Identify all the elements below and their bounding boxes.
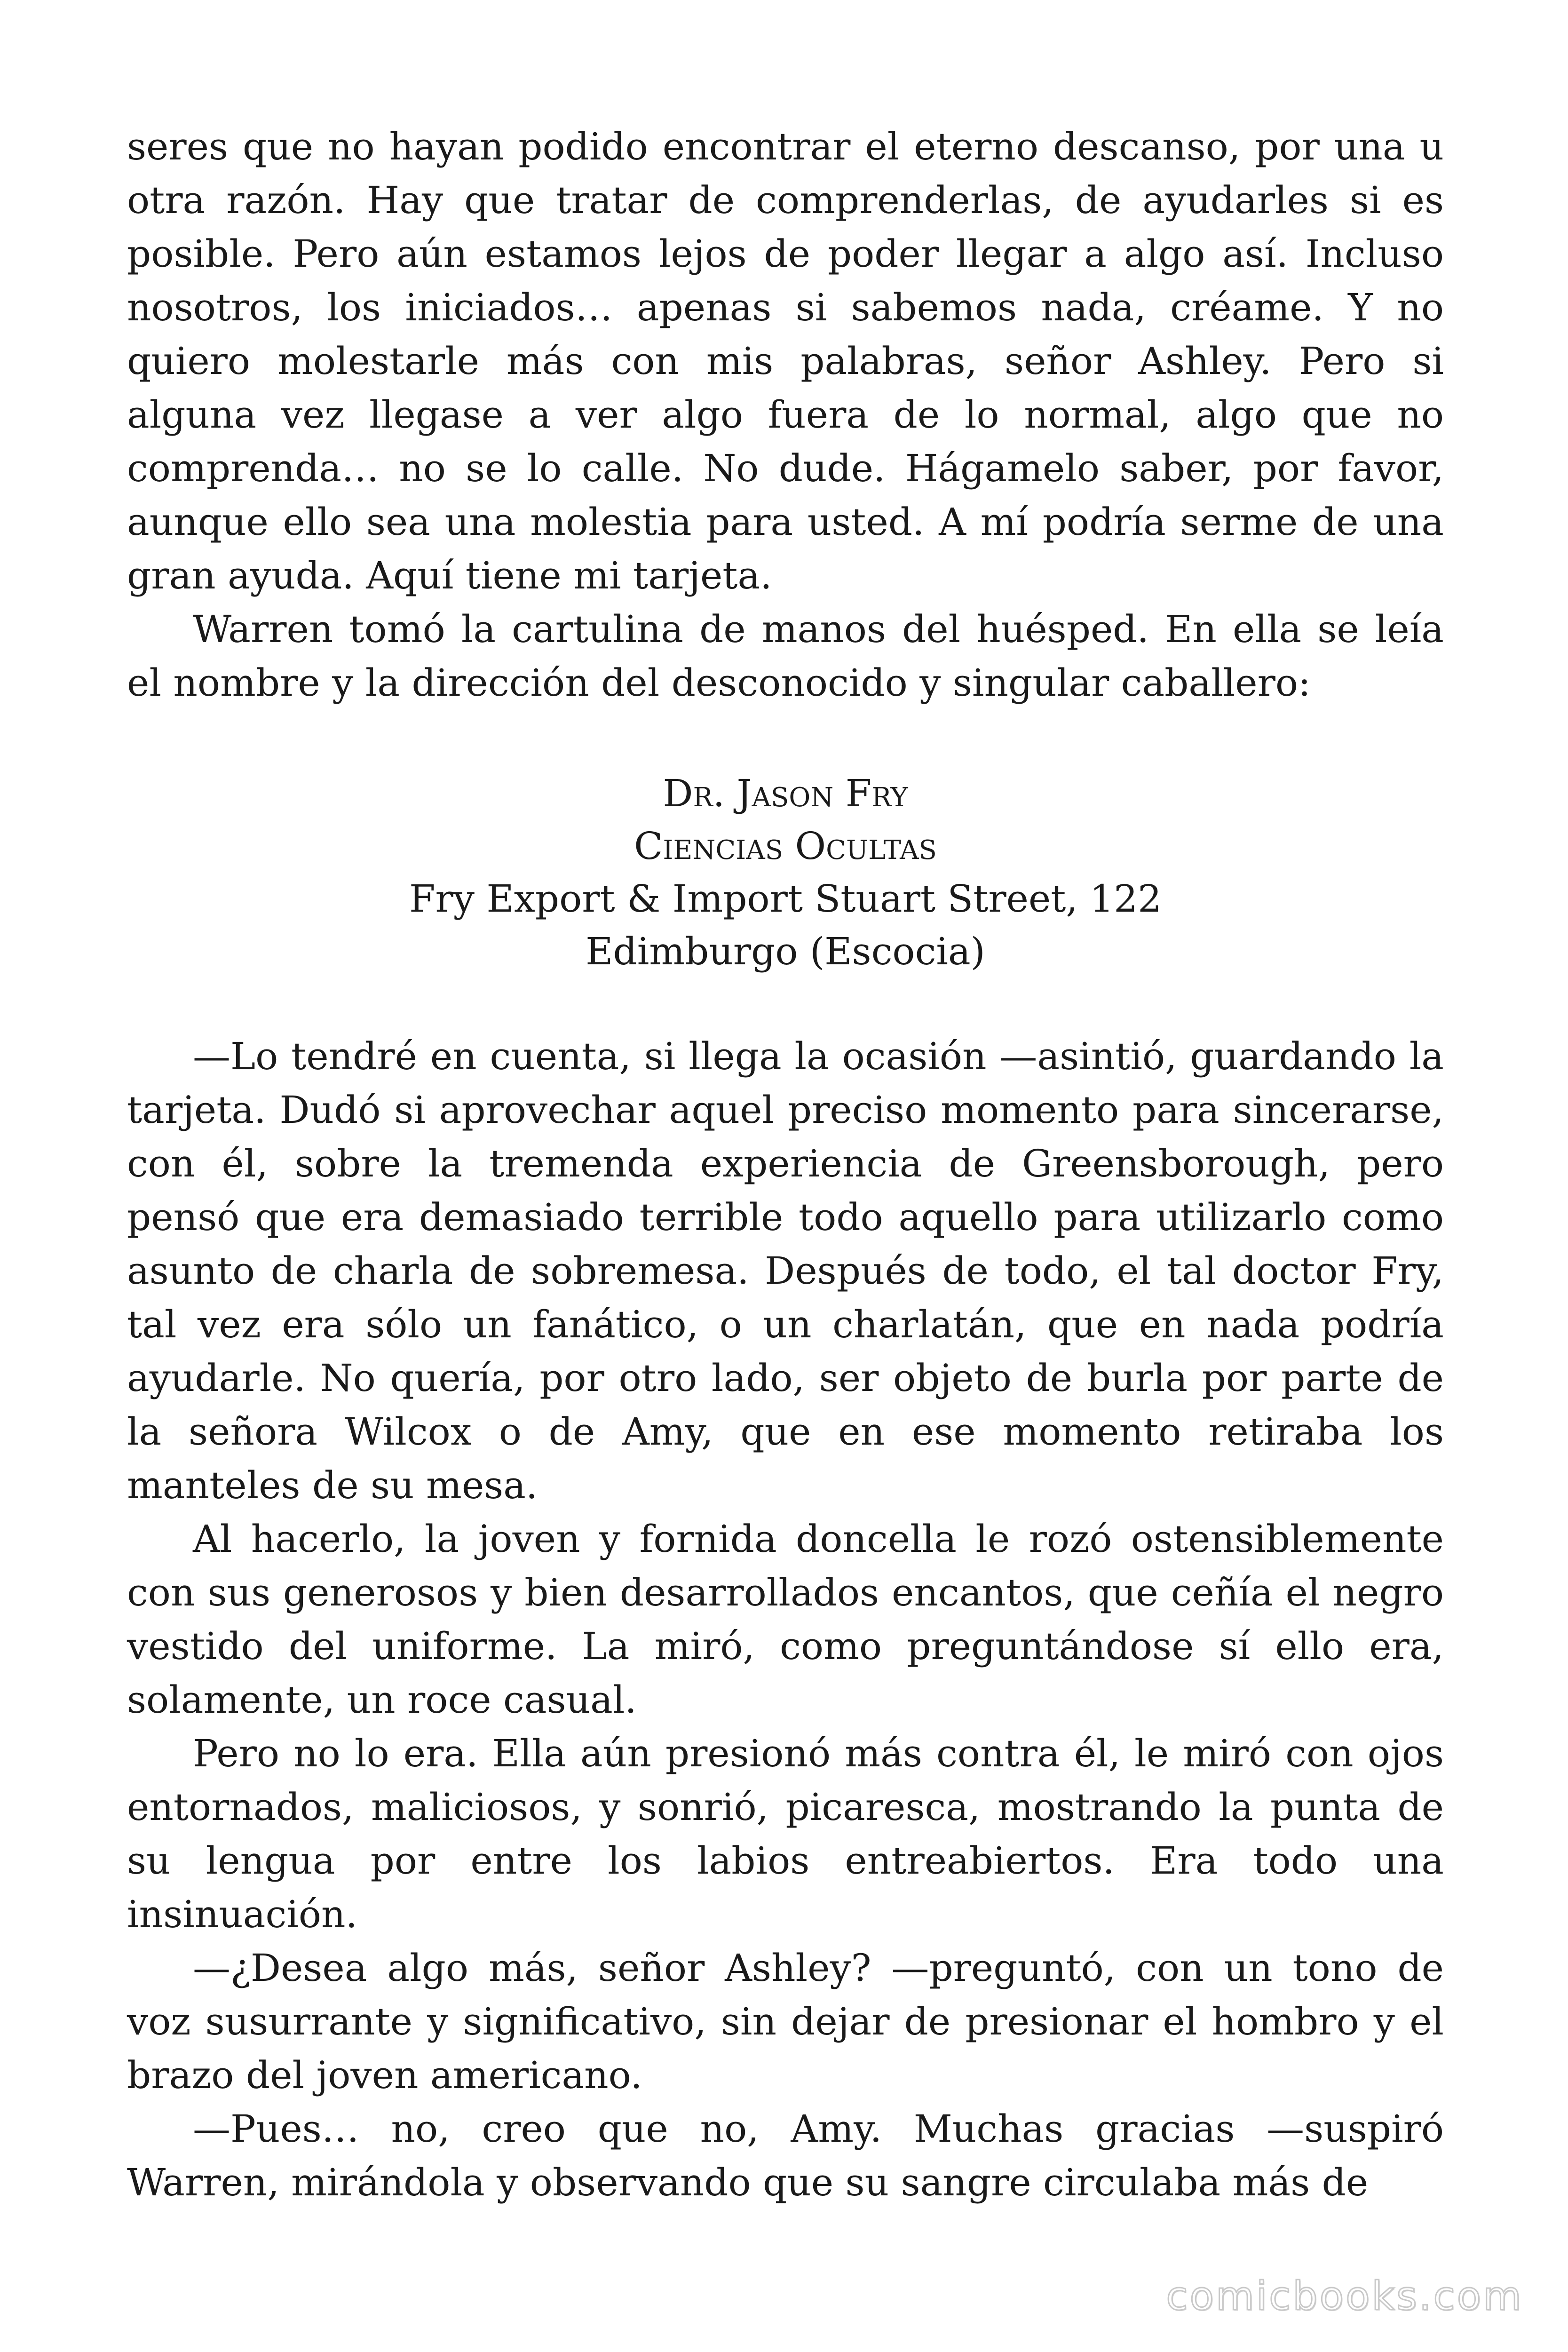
business-card [127, 767, 1444, 978]
watermark-logo: comicbooks.com [1166, 2273, 1523, 2319]
paragraph-amy-touch: Al hacerlo, la joven y fornida doncella le rozó ostensiblemente con sus generosos y bien desarrollados encantos, que ceñía el negro vestido del uniforme. La miró, como preguntándose sí ello era, solamente, un roce casual. [127, 1517, 1444, 1722]
card-name: Dr. Jason Fry [663, 771, 908, 815]
card-address: Fry Export & Import Stuart Street, 122 [409, 877, 1162, 921]
paragraph-reply: —Lo tendré en cuenta, si llega la ocasión —asintió, guardando la tarjeta. Dudó si aprovechar aquel preciso momento para sincerarse, con él, sobre la tremenda experiencia de Greensborough, pero pensó que era demasiado terrible todo aquello para utilizarlo como asunto de charla de sobremesa. Después de todo, el tal doctor Fry, tal vez era sólo un fanático, o un charlatán, que en nada podría ayudarle. No quería, por otro lado, ser objeto de burla por parte de la señora Wilcox o de Amy, que en ese momento retiraba los manteles de su mesa. [127, 1034, 1444, 1507]
card-city: Edimburgo (Escocia) [586, 930, 985, 973]
paragraph-insinuation: Pero no lo era. Ella aún presionó más contra él, le miró con ojos entornados, maliciosos, y sonrió, picaresca, mostrando la punta de su lengua por entre los labios entreabiertos. Era todo una insinuación. [127, 1732, 1444, 1936]
paragraph-warren-answer: —Pues… no, creo que no, Amy. Muchas gracias —suspiró Warren, mirándola y observando que su sangre circulaba más de [127, 2107, 1444, 2204]
paragraph-warren-card: Warren tomó la cartulina de manos del huésped. En ella se leía el nombre y la dirección del desconocido y singular caballero: [127, 607, 1444, 705]
book-page [127, 120, 1444, 2209]
paragraph-amy-question: —¿Desea algo más, señor Ashley? —preguntó, con un tono de voz susurrante y significativo, sin dejar de presionar el hombro y el brazo del joven americano. [127, 1946, 1444, 2097]
card-field: Ciencias Ocultas [634, 824, 937, 868]
paragraph-continuation: seres que no hayan podido encontrar el eterno descanso, por una u otra razón. Hay que tratar de comprenderlas, de ayudarles si es posible. Pero aún estamos lejos de poder llegar a algo así. Incluso nosotros, los iniciados… apenas si sabemos nada, créame. Y no quiero molestarle más con mis palabras, señor Ashley. Pero si alguna vez llegase a ver algo fuera de lo normal, algo que no comprenda… no se lo calle. No dude. Hágamelo saber, por favor, aunque ello sea una molestia para usted. A mí podría serme de una gran ayuda. Aquí tiene mi tarjeta. [127, 125, 1444, 597]
